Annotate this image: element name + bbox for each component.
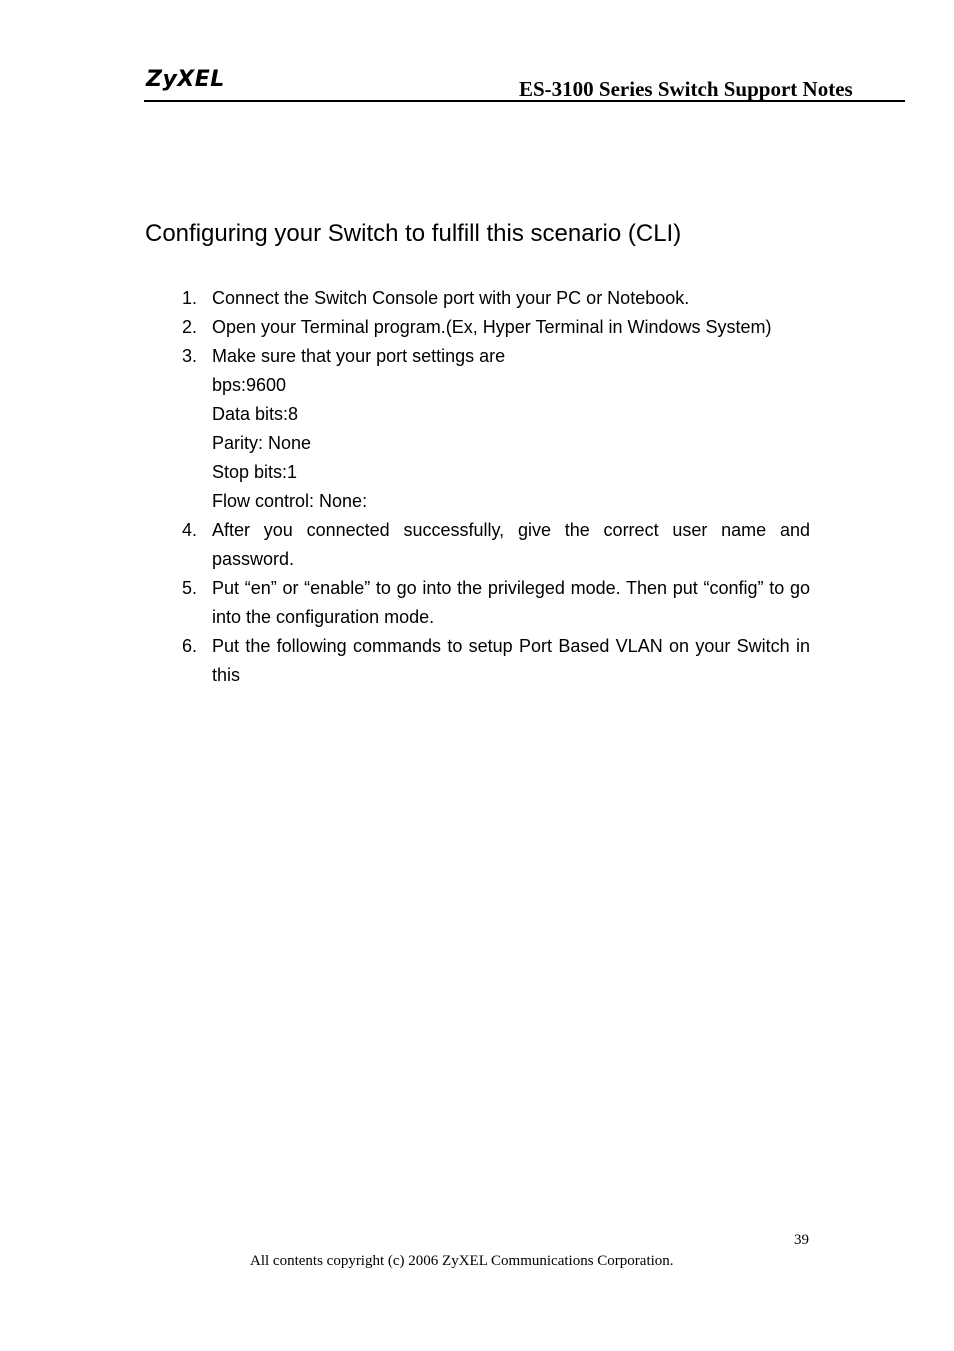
- step-body: [212, 342, 810, 516]
- page-number: 39: [794, 1232, 809, 1248]
- port-setting-bps: bps:9600: [212, 375, 287, 395]
- step-2: [182, 313, 810, 342]
- header-rule: [144, 100, 905, 102]
- step-number: 4.: [182, 520, 198, 540]
- step-number: 5.: [182, 578, 198, 598]
- section-heading: Configuring your Switch to fulfill this scenario (CLI): [145, 220, 682, 247]
- step-text: Connect the Switch Console port with your PC or Notebook.: [212, 288, 690, 308]
- port-setting-parity: Parity: None: [212, 433, 312, 453]
- step-number: 1.: [182, 288, 198, 308]
- step-6: [182, 632, 810, 690]
- step-4: [182, 516, 810, 574]
- step-3: [182, 342, 810, 516]
- step-text: Put the following commands to setup Port Based VLAN on your Switch in this: [212, 636, 810, 685]
- port-setting-flow-control: Flow control: None:: [212, 491, 368, 511]
- step-text: Put “en” or “enable” to go into the privileged mode. Then put “config” to go into the configuration mode.: [212, 578, 810, 627]
- step-1: [182, 284, 810, 313]
- step-number: 2.: [182, 317, 198, 337]
- port-setting-data-bits: Data bits:8: [212, 404, 299, 424]
- step-text: Open your Terminal program.(Ex, Hyper Terminal in Windows System): [212, 317, 772, 337]
- step-number: 3.: [182, 346, 198, 366]
- zyxel-logo: ZyXEL: [146, 67, 225, 92]
- step-number: 6.: [182, 636, 198, 656]
- steps-list: [182, 284, 810, 690]
- port-setting-stop-bits: Stop bits:1: [212, 462, 298, 482]
- step-text: After you connected successfully, give the correct user name and password.: [212, 520, 810, 569]
- footer-copyright: All contents copyright (c) 2006 ZyXEL Communications Corporation.: [250, 1253, 674, 1269]
- step-text: Make sure that your port settings are: [212, 346, 506, 366]
- header-title: ES-3100 Series Switch Support Notes: [519, 77, 853, 101]
- step-5: [182, 574, 810, 632]
